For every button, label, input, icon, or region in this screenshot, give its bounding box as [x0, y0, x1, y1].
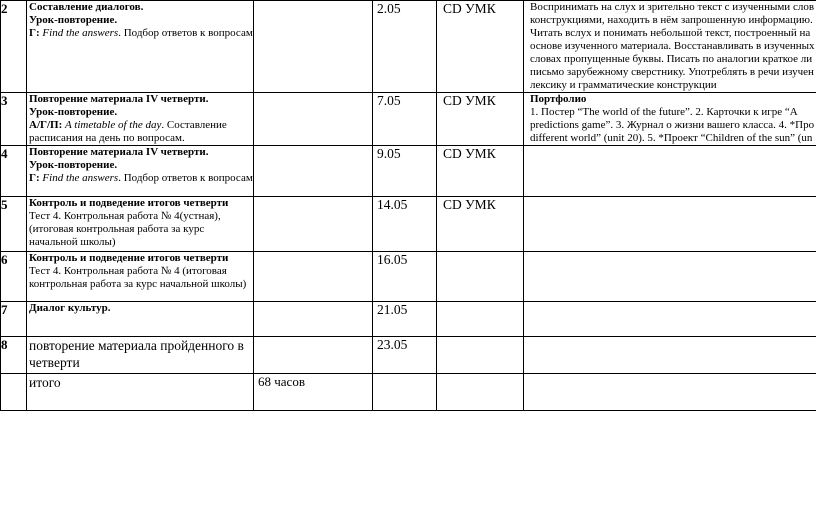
empty-cell [254, 93, 373, 146]
requirements-line: Читать вслух и понимать небольшой текст, построенный на [530, 27, 811, 39]
lesson-date: 23.05 [373, 337, 437, 374]
lesson-title: Контроль и подведение итогов четверти [29, 197, 229, 209]
empty-cell [524, 252, 816, 302]
lesson-resource: CD УМК [437, 197, 524, 252]
lesson-resource: CD УМК [437, 93, 524, 146]
lesson-topic [27, 252, 254, 302]
portfolio-title: Портфолио [530, 93, 587, 105]
lesson-title: Контроль и подведение итогов четверти [29, 252, 229, 264]
lesson-title: Составление диалогов. [29, 1, 144, 13]
lesson-type: Урок-повторение. [29, 159, 118, 171]
lesson-topic [27, 146, 254, 197]
table-row [1, 197, 816, 252]
lesson-type: Урок-повторение. [29, 106, 118, 118]
skill-code: А/Г/П: [29, 119, 63, 131]
lesson-topic [27, 93, 254, 146]
skill-task: Find the answers [42, 27, 119, 39]
requirements-line: основе изученного материала. Восстанавливать в изученных [530, 40, 815, 52]
empty-cell [254, 302, 373, 337]
requirements-line: письмо зарубежному сверстнику. Употреблять в речи изучен [530, 66, 814, 78]
empty-cell [524, 197, 816, 252]
portfolio-line: different world” (unit 20). 5. *Проект “Children of the sun” (un [530, 132, 813, 144]
total-hours: 68 часов [254, 374, 373, 411]
row-number: 3 [1, 93, 27, 146]
row-number: 8 [1, 337, 27, 374]
lesson-date: 16.05 [373, 252, 437, 302]
table-row [1, 1, 816, 93]
row-number: 6 [1, 252, 27, 302]
skill-description: . Составление расписания на день по вопросам. [29, 119, 227, 144]
table-row [1, 302, 816, 337]
requirements-line: словах пропущенные буквы. Писать по аналогии краткое ли [530, 53, 813, 65]
empty-cell [254, 252, 373, 302]
empty-cell [254, 1, 373, 93]
lesson-topic [27, 197, 254, 252]
skill-code: Г: [29, 27, 40, 39]
total-label-cell [27, 374, 254, 411]
skill-task: Find the answers [42, 172, 119, 184]
portfolio-cell [524, 93, 816, 146]
table-row [1, 252, 816, 302]
requirements-line: конструкциями, находить в нём запрошенную информацию. [530, 14, 813, 26]
lesson-type: Урок-повторение. [29, 14, 118, 26]
empty-cell [524, 337, 816, 374]
lesson-topic [27, 337, 254, 374]
lesson-date: 14.05 [373, 197, 437, 252]
empty-cell [254, 197, 373, 252]
row-number: 5 [1, 197, 27, 252]
lesson-date: 2.05 [373, 1, 437, 93]
lesson-text: повторение материала пройденного в четверти [29, 338, 244, 370]
portfolio-line: predictions game”. 3. Журнал о жизни вашего класса. 4. *Про [530, 119, 815, 131]
lesson-resource: CD УМК [437, 146, 524, 197]
lesson-text: Тест 4. Контрольная работа № 4(устная), (итоговая контрольная работа за курс начальной школы) [29, 210, 221, 248]
skill-description: . Подбор ответов к вопросам [118, 172, 253, 184]
table-row [1, 146, 816, 197]
requirements-cell [524, 1, 816, 93]
lesson-topic [27, 302, 254, 337]
table-row-total [1, 374, 816, 411]
skill-code: Г: [29, 172, 40, 184]
lesson-date: 7.05 [373, 93, 437, 146]
empty-cell [1, 374, 27, 411]
total-label: итого [29, 375, 61, 390]
empty-cell [524, 374, 816, 411]
lesson-date: 9.05 [373, 146, 437, 197]
lesson-date: 21.05 [373, 302, 437, 337]
requirements-line: лексику и грамматические конструкции [530, 79, 717, 91]
lesson-resource: CD УМК [437, 1, 524, 93]
skill-task: A timetable of the day [65, 119, 162, 131]
empty-cell [373, 374, 437, 411]
lesson-title: Повторение материала IV четверти. [29, 93, 209, 105]
lesson-topic [27, 1, 254, 93]
empty-cell [524, 302, 816, 337]
empty-cell [254, 146, 373, 197]
skill-description: . Подбор ответов к вопросам [118, 27, 253, 39]
lesson-text: Тест 4. Контрольная работа № 4 (итоговая контрольная работа за курс начальной школы) [29, 265, 247, 290]
empty-cell [437, 374, 524, 411]
empty-cell [254, 337, 373, 374]
table-row [1, 337, 816, 374]
empty-cell [524, 146, 816, 197]
row-number: 4 [1, 146, 27, 197]
empty-cell [437, 252, 524, 302]
row-number: 7 [1, 302, 27, 337]
table-row [1, 93, 816, 146]
requirements-line: Воспринимать на слух и зрительно текст с изученными слов [530, 1, 815, 13]
empty-cell [437, 302, 524, 337]
lesson-title: Повторение материала IV четверти. [29, 146, 209, 158]
lesson-title: Диалог культур. [29, 302, 111, 314]
portfolio-line: 1. Постер “The world of the future”. 2. Карточки к игре “A [530, 106, 798, 118]
row-number: 2 [1, 1, 27, 93]
empty-cell [437, 337, 524, 374]
